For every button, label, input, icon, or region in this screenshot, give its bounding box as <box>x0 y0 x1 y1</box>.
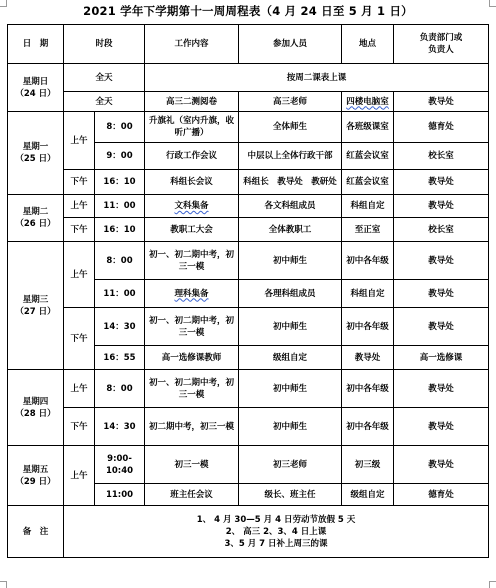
row-content <box>145 195 239 218</box>
day-wednesday <box>8 242 64 370</box>
page-title: 2021 学年下学期第十一周周程表（4 月 24 日至 5 月 1 日） <box>83 4 413 18</box>
header-content: 工作内容 <box>145 25 239 64</box>
header-dept-line2: 负责人 <box>428 45 454 55</box>
row-time: 16：10 <box>95 170 145 195</box>
row-place-text: 四楼电脑室 <box>346 96 389 107</box>
table-row <box>8 64 489 92</box>
header-dept-line1: 负责部门或 <box>419 33 463 43</box>
row-people: 初中师生 <box>239 308 342 346</box>
period-am: 上午 <box>64 112 95 170</box>
day-date: （26 日） <box>15 219 56 229</box>
row-time: 11：00 <box>95 280 145 308</box>
row-content: 初一、初二期中考，初三一模 <box>145 242 239 280</box>
row-content: 按周二课表上课 <box>145 64 489 92</box>
row-time: 14：30 <box>95 308 145 346</box>
row-people: 级组自定 <box>239 346 342 370</box>
corner-mark-top-left <box>0 0 7 7</box>
row-dept: 教导处 <box>394 92 489 112</box>
day-date: （24 日） <box>15 88 56 99</box>
row-place: 教导处 <box>342 346 394 370</box>
row-place: 各班级课室 <box>342 112 394 143</box>
note-item: 1、 4 月 30—5 月 4 日劳动节放假 5 天 <box>196 514 356 525</box>
row-dept: 教导处 <box>394 242 489 280</box>
row-time: 11：00 <box>95 195 145 218</box>
table-row <box>8 112 489 143</box>
corner-mark-bottom-right <box>489 581 496 588</box>
period-am: 上午 <box>64 195 95 218</box>
row-content: 科组长会议 <box>145 170 239 195</box>
period-pm: 下午 <box>64 170 95 195</box>
row-people: 全体教职工 <box>239 218 342 242</box>
row-content-text: 理科集备 <box>174 288 209 299</box>
table-row <box>8 446 489 484</box>
notes-content <box>64 506 489 558</box>
row-time: 8：00 <box>95 112 145 143</box>
row-place: 科组自定 <box>342 280 394 308</box>
header-date: 日 期 <box>8 25 64 64</box>
note-item: 3、5 月 7 日补上周三的课 <box>224 538 328 549</box>
row-time: 16：10 <box>95 218 145 242</box>
table-row <box>8 195 489 218</box>
row-people: 全体师生 <box>239 112 342 143</box>
row-content: 高一选修课教师 <box>145 346 239 370</box>
period-pm: 下午 <box>64 218 95 242</box>
schedule-table <box>7 24 489 558</box>
day-thursday <box>8 370 64 446</box>
period-pm: 下午 <box>64 408 95 446</box>
row-dept: 教导处 <box>394 170 489 195</box>
row-time: 14：30 <box>95 408 145 446</box>
row-content: 初二期中考，初三一模 <box>145 408 239 446</box>
row-people: 各理科组成员 <box>239 280 342 308</box>
row-people: 各文科组成员 <box>239 195 342 218</box>
row-content: 初三一模 <box>145 446 239 484</box>
row-people: 初中师生 <box>239 242 342 280</box>
row-dept: 教导处 <box>394 308 489 346</box>
period-am: 上午 <box>64 446 95 506</box>
row-dept: 校长室 <box>394 218 489 242</box>
day-name: 星期日 <box>22 76 49 87</box>
row-dept: 教导处 <box>394 195 489 218</box>
row-content: 初一、初二期中考，初三一模 <box>145 370 239 408</box>
header-dept <box>394 25 489 64</box>
row-time: 8：00 <box>95 370 145 408</box>
day-monday <box>8 112 64 195</box>
row-place: 初中各年级 <box>342 308 394 346</box>
period-allday: 全天 <box>64 64 145 92</box>
row-people: 高三老师 <box>239 92 342 112</box>
period-allday: 全天 <box>64 92 145 112</box>
row-people: 级长、班主任 <box>239 484 342 506</box>
day-name: 星期五 <box>22 464 49 475</box>
day-sunday <box>8 64 64 112</box>
row-dept: 高一选修课 <box>394 346 489 370</box>
row-place: 至正室 <box>342 218 394 242</box>
day-name: 星期四 <box>22 396 49 407</box>
day-date: （25 日） <box>15 154 56 164</box>
row-dept: 德育处 <box>394 112 489 143</box>
row-time: 9：00 <box>95 143 145 170</box>
note-item: 2、 高三 2、3、4 日上课 <box>225 526 327 537</box>
row-place: 初三级 <box>342 446 394 484</box>
row-place: 初中各年级 <box>342 242 394 280</box>
corner-mark-bottom-left <box>0 581 7 588</box>
row-people: 中层以上全体行政干部 <box>239 143 342 170</box>
row-content: 教职工大会 <box>145 218 239 242</box>
table-row <box>8 170 489 195</box>
row-dept: 教导处 <box>394 370 489 408</box>
row-time: 9:00-10:40 <box>95 446 145 484</box>
table-row <box>8 92 489 112</box>
row-content: 行政工作会议 <box>145 143 239 170</box>
row-place: 红蓝会议室 <box>342 143 394 170</box>
row-place: 科组自定 <box>342 195 394 218</box>
table-row <box>8 308 489 346</box>
row-content <box>145 280 239 308</box>
day-tuesday <box>8 195 64 242</box>
row-place <box>342 92 394 112</box>
day-date: （28 日） <box>15 408 56 419</box>
day-friday <box>8 446 64 506</box>
row-dept: 教导处 <box>394 408 489 446</box>
day-date: （29 日） <box>15 476 56 487</box>
row-people: 科组长 教导处 教研处 <box>239 170 342 195</box>
corner-mark-top-right <box>489 0 496 7</box>
table-row <box>8 242 489 280</box>
row-dept: 教导处 <box>394 280 489 308</box>
row-time: 11:00 <box>95 484 145 506</box>
notes-row <box>8 506 489 558</box>
row-place: 初中各年级 <box>342 408 394 446</box>
row-content: 高三二测阅卷 <box>145 92 239 112</box>
row-content: 初一、初二期中考，初三一模 <box>145 308 239 346</box>
row-content: 升旗礼（室内升旗，收听广播） <box>145 112 239 143</box>
day-date: （27 日） <box>15 306 56 317</box>
header-location: 地点 <box>342 25 394 64</box>
notes-label: 备 注 <box>8 506 64 558</box>
table-row <box>8 408 489 446</box>
row-dept: 德育处 <box>394 484 489 506</box>
table-row <box>8 370 489 408</box>
day-name: 星期二 <box>22 207 49 217</box>
row-people: 初中师生 <box>239 408 342 446</box>
period-pm: 下午 <box>64 308 95 370</box>
row-people: 初三老师 <box>239 446 342 484</box>
row-dept: 校长室 <box>394 143 489 170</box>
table-row <box>8 218 489 242</box>
header-row <box>8 25 489 64</box>
row-place: 级组自定 <box>342 484 394 506</box>
header-time: 时段 <box>64 25 145 64</box>
row-time: 16：55 <box>95 346 145 370</box>
row-content-text: 文科集备 <box>174 201 209 211</box>
day-name: 星期一 <box>22 142 49 152</box>
header-participants: 参加人员 <box>239 25 342 64</box>
row-time: 8：00 <box>95 242 145 280</box>
period-am: 上午 <box>64 242 95 308</box>
row-place: 初中各年级 <box>342 370 394 408</box>
row-place: 红蓝会议室 <box>342 170 394 195</box>
schedule-wrapper <box>7 24 489 558</box>
row-people: 初中师生 <box>239 370 342 408</box>
day-name: 星期三 <box>22 294 49 305</box>
period-am: 上午 <box>64 370 95 408</box>
row-dept: 教导处 <box>394 446 489 484</box>
row-content: 班主任会议 <box>145 484 239 506</box>
